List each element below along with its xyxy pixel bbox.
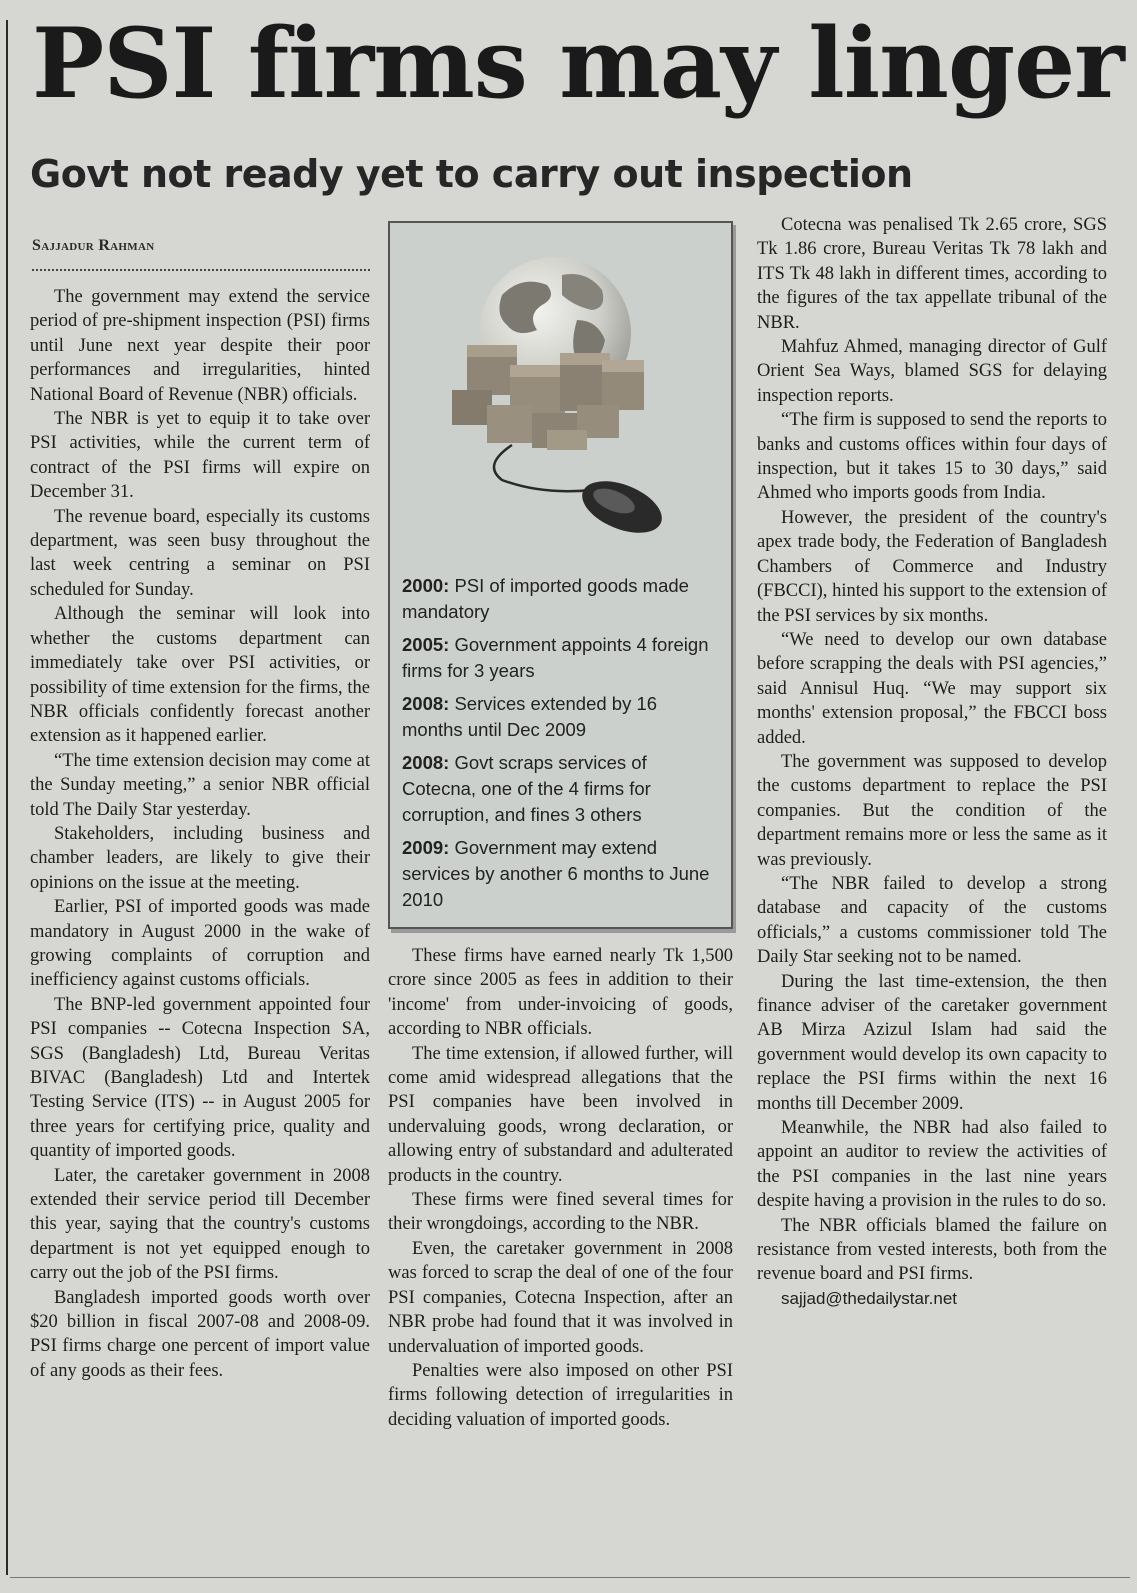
paragraph: Earlier, PSI of imported goods was made mandatory in August 2000 in the wake of growing complaints of corruption and inefficiency against customs officials. (30, 897, 370, 991)
paragraph: “The firm is supposed to send the reports to banks and customs offices within four days of inspection, but it takes 15 to 30 days,” said Ahmed who imports goods from India. (757, 410, 1107, 504)
paragraph: During the last time-extension, the then finance adviser of the caretaker government AB Mirza Azizul Islam had said the government would develop its own capacity to replace the PSI firms within the next 16 months till December 2009. (757, 971, 1107, 1114)
byline-divider (32, 269, 370, 271)
paragraph: “The NBR failed to develop a strong database and capacity of the customs officials,” a customs commissioner told The Daily Star seeking not to be named. (757, 873, 1107, 968)
paragraph: Later, the caretaker government in 2008 extended their service period till December this year, saying that the country's customs department is not yet equipped enough to carry out the job of the PSI firms. (30, 1165, 370, 1284)
paragraph: The government was supposed to develop the customs department to replace the PSI companies. But the condition of the department remains more or less the same as it was previously. (757, 751, 1107, 870)
timeline-year: 2005: (402, 634, 450, 655)
paragraph: Even, the caretaker government in 2008 was forced to scrap the deal of one of the four PSI companies, Cotecna Inspection, after an NBR probe had found that it was involved in undervaluation of imported goods. (388, 1238, 733, 1357)
paragraph: The government may extend the service period of pre-shipment inspection (PSI) firms until June next year despite their poor performances and irregularities, hinted National Board of Revenue (NBR) officials. (30, 287, 370, 405)
paragraph: The revenue board, especially its customs department, was seen busy throughout the last week centring a seminar on PSI scheduled for Sunday. (30, 506, 370, 600)
timeline-entry (402, 573, 722, 625)
paragraph: The BNP-led government appointed four PSI companies -- Cotecna Inspection SA, SGS (Bangladesh) Ltd, Bureau Veritas BIVAC (Bangladesh) Ltd and Intertek Testing Service (ITS) -- in August 2005 for three years for certifying price, quality and quantity of imported goods. (30, 994, 370, 1162)
timeline-year: 2008: (402, 752, 450, 773)
paragraph: The NBR is yet to equip it to take over PSI activities, while the current term of contract of the PSI firms will expire on December 31. (30, 409, 370, 503)
paragraph: The NBR officials blamed the failure on resistance from vested interests, both from the revenue board and PSI firms. (757, 1215, 1107, 1285)
paragraph: Meanwhile, the NBR had also failed to appoint an auditor to review the activities of the PSI companies in the last nine years despite having a provision in the rules to do so. (757, 1118, 1107, 1212)
author-email-link[interactable]: sajjad@thedailystar.net (781, 1288, 958, 1308)
paragraph: Penalties were also imposed on other PSI firms following detection of irregularities in deciding valuation of imported goods. (388, 1360, 733, 1430)
timeline-text: Government appoints 4 foreign firms for 3 years (402, 634, 709, 681)
timeline-text: PSI of imported goods made mandatory (402, 575, 689, 622)
timeline-text: Govt scraps services of Cotecna, one of the 4 firms for corruption, and fines 3 others (402, 752, 651, 825)
timeline-entry (402, 750, 722, 828)
timeline-year: 2009: (402, 837, 450, 858)
headline: PSI firms may linger (32, 7, 1124, 120)
paragraph: Stakeholders, including business and chamber leaders, are likely to give their opinions on the issue at the meeting. (30, 823, 370, 893)
timeline-list (402, 573, 722, 920)
paragraph: Mahfuz Ahmed, managing director of Gulf Orient Sea Ways, blamed SGS for delaying inspection reports. (757, 337, 1107, 406)
paragraph: However, the president of the country's apex trade body, the Federation of Bangladesh Chambers of Commerce and Industry (FBCCI), hinted his support to the extension of the PSI services by six months. (757, 507, 1107, 626)
paragraph: These firms were fined several times for their wrongdoings, according to the NBR. (388, 1190, 733, 1235)
timeline-year: 2008: (402, 693, 450, 714)
paragraph: The time extension, if allowed further, will come amid widespread allegations that the PSI companies have been involved in undervaluing goods, wrong declaration, or allowing entry of substandard and adulterated products in the country. (388, 1043, 733, 1186)
paragraph: Bangladesh imported goods worth over $20 billion in fiscal 2007-08 and 2008-09. PSI firms charge one percent of import value of any goods as their fees. (30, 1287, 370, 1381)
paragraph: “The time extension decision may come at the Sunday meeting,” a senior NBR official told The Daily Star yesterday. (30, 750, 370, 820)
timeline-entry (402, 835, 722, 913)
timeline-sidebar (388, 221, 733, 929)
column-rule (6, 20, 8, 1575)
timeline-entry (402, 632, 722, 684)
article-column-1 (30, 285, 370, 1383)
paragraph: Cotecna was penalised Tk 2.65 crore, SGS Tk 1.86 crore, Bureau Veritas Tk 78 lakh and ITS Tk 48 lakh in different times, according to the figures of the tax appellate tribunal of the NBR. (757, 215, 1107, 333)
page-bottom-rule (10, 1577, 1130, 1578)
timeline-text: Services extended by 16 months until Dec 2009 (402, 693, 658, 740)
article-column-2 (388, 944, 733, 1432)
timeline-entry (402, 691, 722, 743)
paragraph: Although the seminar will look into whether the customs department can immediately take over PSI activities, or possibility of time extension for the firms, the NBR officials confidently forecast another extension as it happened earlier. (30, 604, 370, 747)
timeline-text: Government may extend services by another 6 months to June 2010 (402, 837, 710, 910)
globe-with-parcels-illustration (392, 225, 729, 555)
timeline-year: 2000: (402, 575, 450, 596)
paragraph: “We need to develop our own database before scrapping the deals with PSI agencies,” said Annisul Huq. “We may support six months' extension proposal,” the FBCCI boss added. (757, 629, 1107, 748)
article-column-3 (757, 213, 1107, 1311)
subheadline: Govt not ready yet to carry out inspection (30, 152, 913, 196)
byline: Sajjadur Rahman (32, 237, 155, 254)
paragraph: These firms have earned nearly Tk 1,500 crore since 2005 as fees in addition to their 'income' from under-invoicing of goods, according to NBR officials. (388, 946, 733, 1040)
